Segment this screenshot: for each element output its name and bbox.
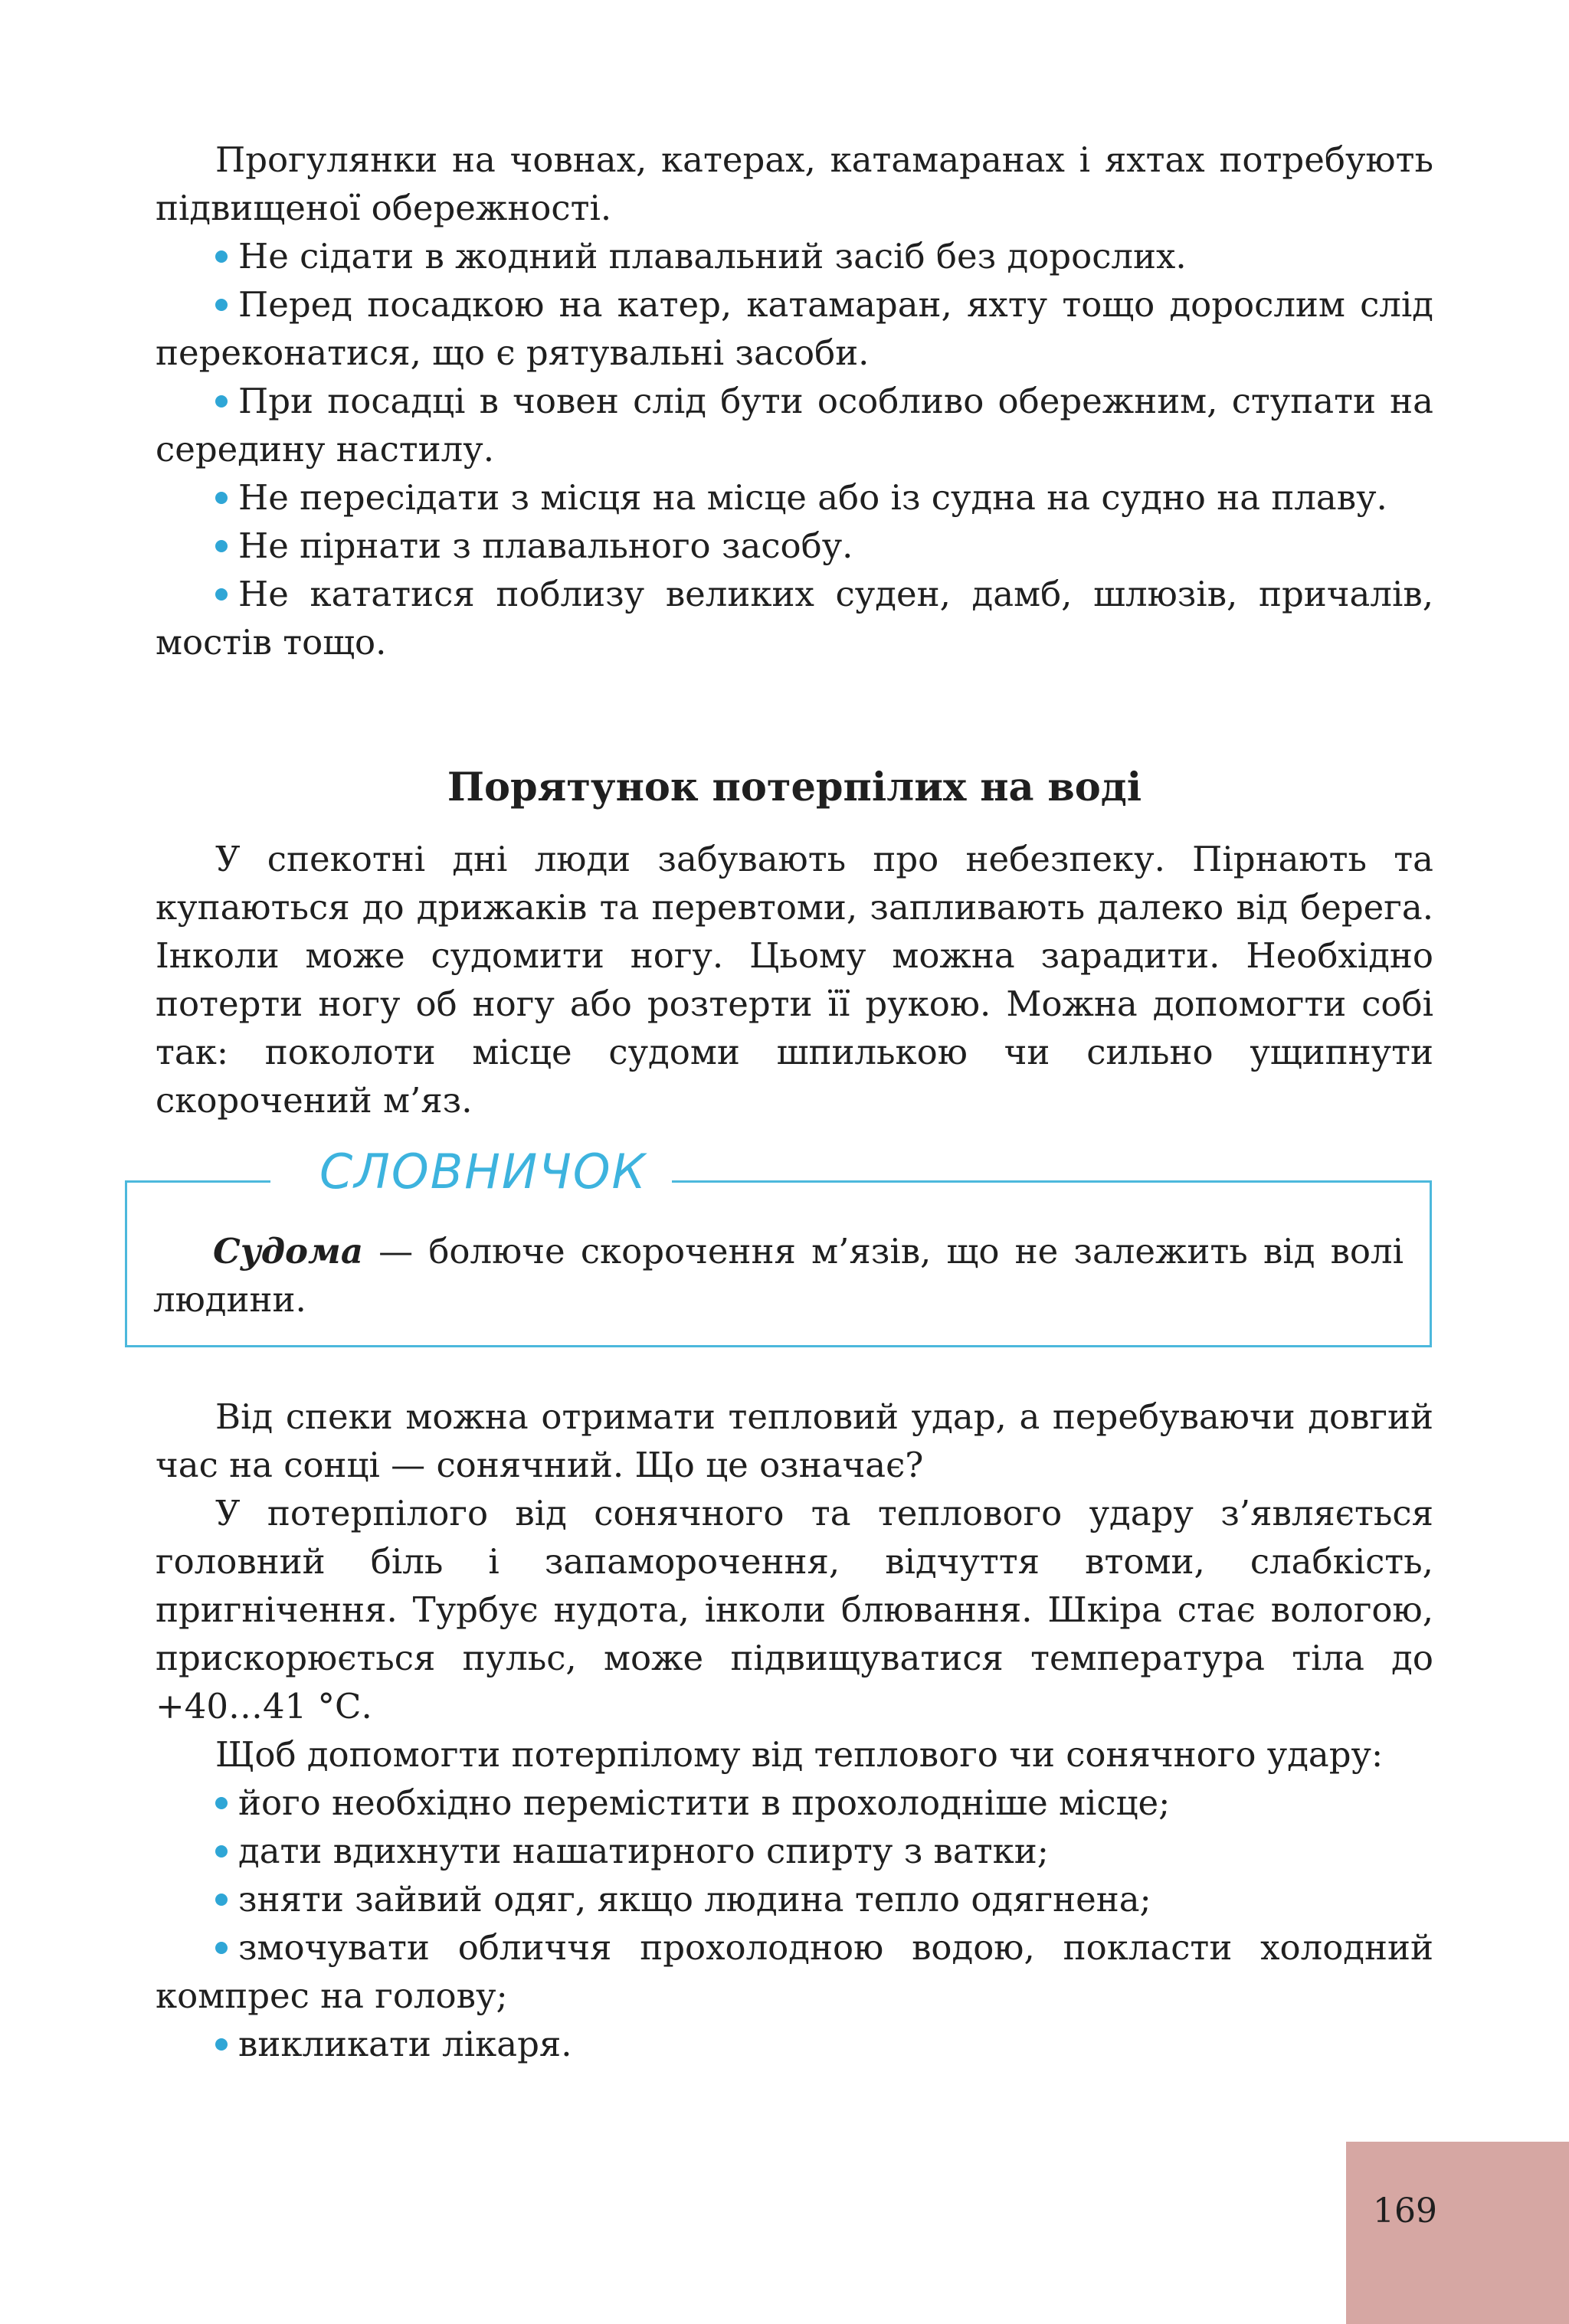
bullet-icon bbox=[215, 588, 228, 601]
boating-rule-6-text: Не кататися поблизу великих суден, дамб, шлюзів, причалів, мостів тощо. bbox=[156, 574, 1433, 663]
first-aid-step-1-text: його необхідно перемістити в прохолодніше місце; bbox=[238, 1782, 1171, 1823]
heatstroke-paragraph-3: Щоб допомогти потерпілому від теплового чи сонячного удару: bbox=[215, 1734, 1384, 1775]
cramp-paragraph: У спекотні дні люди забувають про небезпеку. Пірнають та купаються до дрижаків та перевтоми, запливають далеко від берега. Інколи може судомити ногу. Цьому можна зарадити. Необхідно потерти ногу об ногу або розтерти її рукою. Можна допомогти собі так: поколоти місце судоми шпилькою чи сильно ущипнути скорочений м’яз. bbox=[156, 839, 1433, 1121]
first-aid-step-4 bbox=[156, 1923, 1433, 2020]
boating-rule-5 bbox=[156, 522, 1433, 570]
bullet-icon bbox=[215, 299, 228, 311]
bullet-icon bbox=[215, 1797, 228, 1809]
first-aid-step-1 bbox=[156, 1779, 1433, 1827]
bullet-icon bbox=[215, 250, 228, 263]
boating-rule-6 bbox=[156, 570, 1433, 666]
boating-safety-section bbox=[156, 136, 1433, 666]
first-aid-step-3-text: зняти зайвий одяг, якщо людина тепло одягнена; bbox=[238, 1879, 1151, 1920]
page-number: 169 bbox=[1373, 2191, 1437, 2231]
boating-rule-3-text: При посадці в човен слід бути особливо обережним, ступати на середину настилу. bbox=[156, 381, 1433, 470]
boating-rule-4 bbox=[156, 473, 1433, 522]
glossary-term: Судома bbox=[213, 1231, 363, 1272]
boating-rule-1-text: Не сідати в жодний плавальний засіб без дорослих. bbox=[238, 236, 1187, 277]
boating-rule-4-text: Не пересідати з місця на місце або із судна на судно на плаву. bbox=[238, 477, 1387, 518]
boating-rule-5-text: Не пірнати з плавального засобу. bbox=[238, 525, 853, 566]
bullet-icon bbox=[215, 2038, 228, 2051]
first-aid-step-2-text: дати вдихнути нашатирного спирту з ватки; bbox=[238, 1831, 1049, 1871]
first-aid-step-2 bbox=[156, 1827, 1433, 1875]
bullet-icon bbox=[215, 395, 228, 408]
first-aid-step-3 bbox=[156, 1875, 1433, 1923]
boating-intro-paragraph: Прогулянки на човнах, катерах, катамаранах і яхтах потребують підвищеної обережності. bbox=[156, 139, 1433, 228]
boating-rule-3 bbox=[156, 377, 1433, 473]
boating-rule-2-text: Перед посадкою на катер, катамаран, яхту тощо дорослим слід переконатися, що є рятувальні засоби. bbox=[156, 284, 1433, 373]
bullet-icon bbox=[215, 1845, 228, 1858]
glossary-definition bbox=[153, 1227, 1404, 1324]
boating-rule-2 bbox=[156, 280, 1433, 377]
bullet-icon bbox=[215, 492, 228, 504]
first-aid-step-4-text: змочувати обличчя прохолодною водою, покласти холодний компрес на голову; bbox=[156, 1927, 1433, 2016]
first-aid-step-5 bbox=[156, 2020, 1433, 2068]
bullet-icon bbox=[215, 540, 228, 552]
bullet-icon bbox=[215, 1894, 228, 1906]
glossary-definition-text: — болюче скорочення м’язів, що не залежить від волі людини. bbox=[153, 1231, 1404, 1320]
heatstroke-section bbox=[156, 1393, 1433, 2068]
heatstroke-paragraph-2: У потерпілого від сонячного та теплового удару з’являється головний біль і запаморочення, відчуття втоми, слабкість, пригнічення. Турбує нудота, інколи блювання. Шкіра стає вологою, прискорюється пульс, може підвищуватися температура тіла до +40…41 °С. bbox=[156, 1493, 1433, 1727]
bullet-icon bbox=[215, 1942, 228, 1954]
first-aid-step-5-text: викликати лікаря. bbox=[238, 2024, 572, 2064]
boating-rule-1 bbox=[156, 232, 1433, 280]
rescue-section bbox=[156, 835, 1433, 1124]
heatstroke-paragraph-1: Від спеки можна отримати тепловий удар, а перебуваючи довгий час на сонці — сонячний. Що це означає? bbox=[156, 1396, 1433, 1485]
section-heading: Порятунок потерпілих на воді bbox=[447, 764, 1142, 810]
glossary-title: СЛОВНИЧОК bbox=[270, 1141, 672, 1203]
